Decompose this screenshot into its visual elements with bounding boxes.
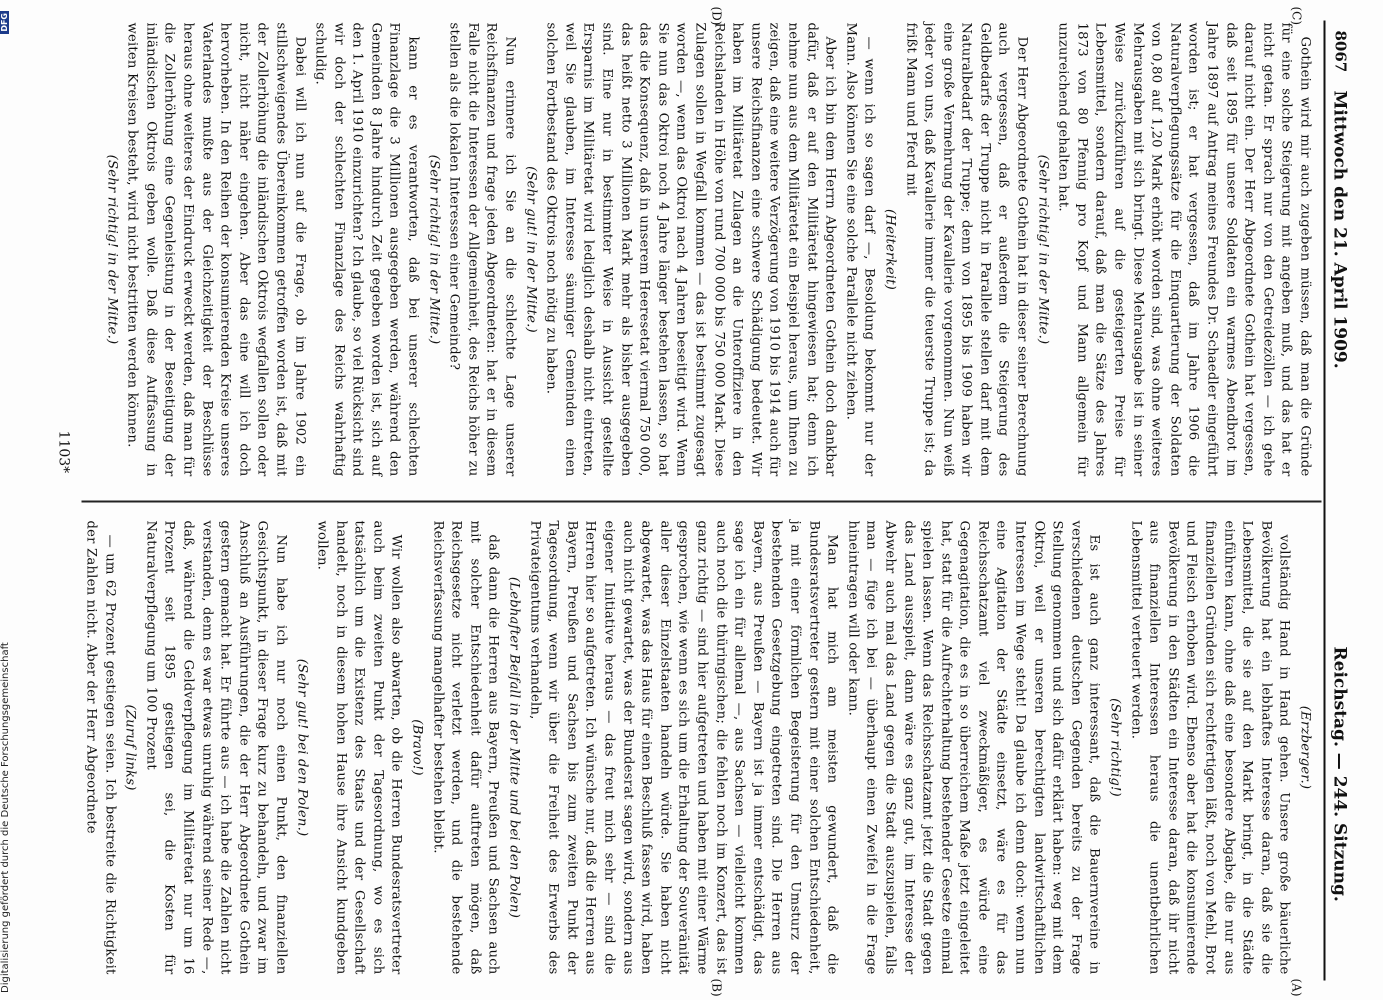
left-text-column [99,22,1313,476]
paragraph: kann er es verantworten, daß bei unserer schlechten Finanzlage die 3 Millionen ausgegeben werden, während den Gemeinden 8 Jahre hindurch Zeit gegeben worden ist, sich auf den 1. April 1910 einzurichten? Ich glaube, so viel Rücksicht sind wir doch der schlechten Finanzlage des Reichs wahrhaftig schuldig. [312,22,421,476]
dfg-logo: DFG [0,13,9,32]
right-text-column [78,520,1313,974]
paragraph: Nun habe ich nur noch einen Punkt, den finanziellen Gesichtspunkt, in dieser Frage kurz zu behandeln, und zwar im Anschluß an Ausführungen, die der Herr Abgeordnete Gothein gestern gemacht hat. Er führte aus — ich habe die Zahlen nicht verstanden, denn es war etwas unruhig während seiner Rede —, daß, während die Geldverpflegung im Militäretat nur um 16 Prozent seit 1895 gestiegen sei, die Kosten für Naturalverpflegung um 100 Prozent [142,520,288,974]
interjection: (Sehr richtig! in der Mitte.) [103,154,119,344]
header-rule [1323,20,1325,980]
paragraph: Gothein wird mir auch zugeben müssen, daß man die Gründe für eine solche Steigerung mit angeben muß, und das hat er nicht getan. Er sprach nur von den Getreidezöllen — ich gehe darauf nicht ein. Der Herr Abgeordnete Gothein hat vergessen, daß seit 1895 für unsere Soldaten ein warmes Abendbrot im Jahre 1897 auf Antrag meines Freundes Dr. Schaedler eingeführt worden ist; er hat vergessen, daß im Jahre 1906 die Naturalverpflegungssätze für die Einquartierung der Soldaten von 0,80 auf 1,20 Mark erhöht worden sind, was ohne weiteres Mehrausgaben mit sich bringt. Diese Mehrausgabe ist in seiner Weise zurückzuführen auf die gesteigerten Preise für Lebensmittel, sondern darauf, daß man die Sätze des Jahres 1873 von 80 Pfennig pro Kopf und Mann allgemein für unzureichend gehalten hat. [1055,22,1312,476]
paragraph: Wir wollen also abwarten, ob die Herren Bundesratsvertreter auch beim zweiten Punkt der Tagesordnung, wo es sich tatsächlich um die Existenz des Staats und der Gesellschaft handelt, noch in diesem hohen Hause ihre Ansicht kundgeben wollen. [314,520,404,974]
interjection: (Sehr gut! bei den Polen.) [293,658,309,836]
folio-number: 1103* [55,430,71,473]
interjection: (Heiterkeit) [881,208,897,290]
paragraph: Aber ich bin dem Herrn Abgeordneten Gothein doch dankbar dafür, daß er auf den Militäretat hingewiesen hat; denn ich nehme nun aus dem Militäretat ein Beispiel heraus, um Ihnen zu zeigen, daß eine weitere Verzögerung von 1910 bis 1914 auch für unsere Reichsfinanzen eine schwere Schädigung bedeutet. Wir haben im Militäretat Zulagen an die Unteroffiziere in den Reichslanden in Höhe von rund 700 000 bis 750 000 Mark. Diese Zulagen sollen in Wegfall kommen — das ist bestimmt zugesagt worden —, wenn das Oktroi nach 4 Jahren beseitigt wird. Wenn Sie nun das Oktroi noch 4 Jahre länger bestehen lassen, so hat das die Konsequenz, daß in unserem Heeresetat viermal 750 000, das heißt netto 3 Millionen Mark mehr als bisher ausgegeben sind. Eine nur in bestimmter Weise in Aussicht gestellte Ersparnis im Militäretat wird lediglich deshalb nicht eintreten, weil Sie glauben, im Interesse säumiger Gemeinden einen solchen Fortbestand des Oktrois noch nötig zu haben. [543,22,838,477]
interjection: (Zuruf links) [122,703,138,791]
paragraph: — um 62 Prozent gestiegen seien. Ich bestreite die Richtigkeit der Zahlen nicht. Aber der Herr Abgeordnete [83,520,117,974]
paragraph: daß dann die Herren aus Bayern, Preußen und Sachsen auch mit solcher Entschiedenheit dafür auftreten mögen, daß Reichsgesetze nicht verletzt werden, und die bestehende Reichsverfassung mangelhafter bestehen bleibt. [429,520,501,974]
paragraph: Man hat mich am meisten gewundert, daß die Bundesratsvertreter gestern mit einer solchen Entschiedenheit, ja mit einer förmlichen Begeisterung für den Umsturz der bestehenden Gesetzgebung eingetreten sind. Die Herren aus Bayern, aus Preußen — Bayern ist ja immer entschädigt, das sage ich ein für allemal —, aus Sachsen — vielleicht kommen auch noch die thüringischen; die fehlen noch im Konzert, das ist ganz richtig — sind hier aufgetreten und haben mit einer Wärme gesprochen, wie wenn es sich um die Erhaltung der Souveränität aller dieser Einzelstaaten handeln würde. Sie haben nicht abgewartet, was das Haus für einen Beschluß fassen wird, haben auch nicht gewartet, was der Bundesrat sagen wird, sondern aus eigener Initiative heraus — das freut mich sehr — sind die Herren hier so aufgetreten. Ich wünsche nur, daß die Herren aus Bayern, Preußen und Sachsen bis zum zweiten Punkt der Tagesordnung, wenn wir über die Freiheit des Erwerbs des Privateigentums verhandeln, [526,520,840,974]
session-line: Reichstag. — 244. Sitzung. [1329,646,1349,902]
paragraph: Dabei will ich nun auf die Frage, ob im Jahre 1902 ein stillschweigendes Übereinkommen getroffen worden ist, daß mit der Zollerhöhung die inländischen Oktrois wegfallen sollen oder nicht, nicht näher eingehen. Aber das eine will ich doch hervorheben. In den Reihen der konsumierenden Kreise unseres Vaterlandes mußte aus der Gleichzeitigkeit der Beschlüsse heraus ohne weiteres der Eindruck erweckt werden, daß man für die Zollerhöhung eine Gegenleistung in der Beseitigung der inländischen Oktrois geben wolle. Daß diese Auffassung in weiten Kreisen besteht, wird nicht bestritten werden können. [124,22,307,476]
credit-text: Digitalisierung gefördert durch die Deutsche Forschungsgemeinschaft [0,642,11,993]
margin-letter-c: (C) [1289,6,1303,25]
interjection: (Sehr richtig!) [1107,697,1123,797]
margin-letter-d: (D) [709,6,723,25]
paragraph: vollständig Hand in Hand gehen. Unsere große bäuerliche Bevölkerung hat ein lebhaftes Interesse daran, daß sie die Lebensmittel, die sie auf den Markt bringt, in die Städte einführen kann, ohne daß eine besondere Abgabe, die nur aus finanziellen Gründen sich rechtfertigen läßt, noch von Mehl, Brot und Fleisch erhoben wird. Ebenso aber hat die konsumierende Bevölkerung in den Städten ein Interesse daran, daß ihr nicht aus finanziellen Interessen heraus die unentbehrlichen Lebensmittel verteuert werden. [1127,520,1292,974]
paragraph: — wenn ich so sagen darf —, Besoldung bekommt nur der Mann. Also können Sie eine solche Parallele nicht ziehen. [842,22,877,476]
paragraph: Es ist auch ganz interessant, daß die Bauernvereine in verschiedenen deutschen Gegenden bereits zu der Frage Stellung genommen und sich dafür erklärt haben: weg mit dem Oktroi, weil er unseren berechtigten landwirtschaftlichen Interessen im Wege steht! Da glaube ich denn doch: wenn nun eine Agitation der Städte einsetzt, wäre es für das Reichsschatzamt viel zweckmäßiger, es würde eine Gegenagitation, die es in so überreichem Maße jetzt eingeleitet hat, statt für die Aufrechterhaltung bestehender Gesetze einmal spielen lassen. Wenn das Reichsschatzamt jetzt die Stadt gegen das Land ausspielt, dann wäre es ganz gut, im Interesse der Abwehr auch mal das Land gegen die Stadt auszuspielen, falls man — füge ich bei — überhaupt einen Zweifel in die Frage hineintragen will oder kann. [844,520,1102,974]
interjection: (Sehr richtig! in der Mitte.) [1034,154,1050,344]
interjection: (Bravo!) [409,718,425,776]
interjection: (Lebhafter Beifall in der Mitte und bei den Polen) [506,576,522,918]
margin-letter-a: (A) [1289,978,1303,997]
credit-strip [0,0,14,1000]
paragraph: Nun erinnere ich Sie an die schlechte Lage unserer Reichsfinanzen und frage jeden Abgeordneten: hat er in diesem Falle nicht die Interessen der Allgemeinheit, des Reichs höher zu stellen als die lokalen Interessen einer Gemeinde? [446,22,518,476]
page-number: 8067 [1331,30,1349,72]
date-line: Mittwoch den 21. April 1909. [1329,90,1349,369]
interjection: (Erzberger.) [1297,705,1312,789]
paragraph: Der Herr Abgeordnete Gothein hat in dieser seiner Berechnung auch vergessen, daß er außerdem die Steigerung des Geldbedarfs der Truppe nicht in Parallele stellen darf mit dem Naturalbedarf der Truppe; denn von 1895 bis 1909 haben wir eine große Vermehrung der Kavallerie vorgenommen. Nun weiß jeder von uns, daß Kavallerie immer die teuerste Truppe ist; da frißt Mann und Pferd mit [902,22,1030,476]
column-divider [81,500,1321,502]
interjection: (Sehr richtig! in der Mitte.) [425,154,441,344]
interjection: (Sehr gut! in der Mitte.) [522,165,538,333]
margin-letter-b: (B) [709,978,723,997]
